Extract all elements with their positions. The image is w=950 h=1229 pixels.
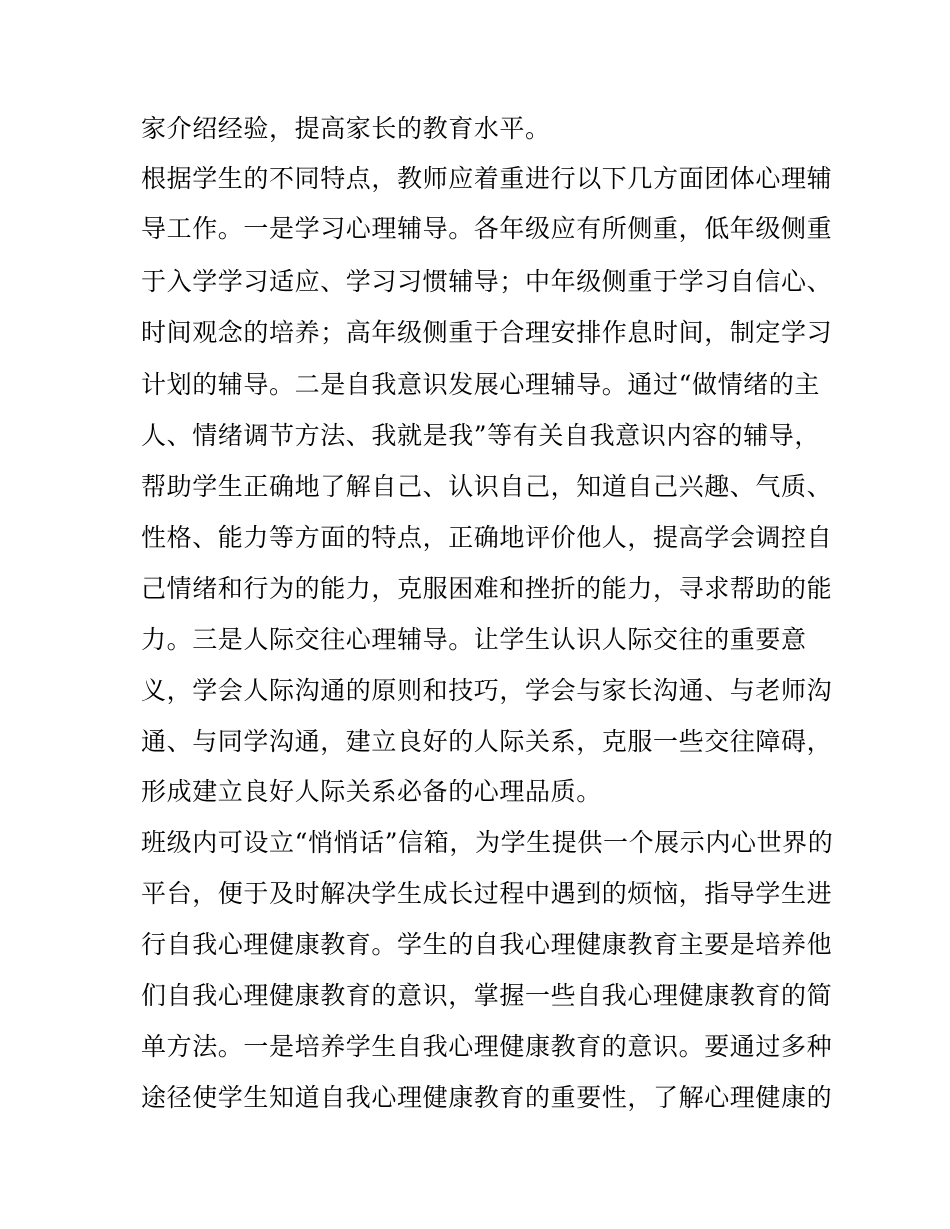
text-line: 行自我心理健康教育。学生的自我心理健康教育主要是培养他	[141, 930, 833, 959]
text-line: 力。三是人际交往心理辅导。让学生认识人际交往的重要意	[141, 625, 807, 654]
text-line: 义，学会人际沟通的原则和技巧，学会与家长沟通、与老师沟	[141, 676, 833, 705]
text-line: 根据学生的不同特点，教师应着重进行以下几方面团体心理辅	[141, 164, 833, 193]
text-line: 班级内可设立“悄悄话”信箱，为学生提供一个展示内心世界的	[141, 828, 834, 857]
text-line: 人、情绪调节方法、我就是我”等有关自我意识内容的辅导，	[141, 421, 820, 450]
text-line: 计划的辅导。二是自我意识发展心理辅导。通过“做情绪的主	[141, 370, 820, 399]
text-line: 平台，便于及时解决学生成长过程中遇到的烦恼，指导学生进	[141, 879, 833, 908]
text-line: 于入学学习适应、学习习惯辅导；中年级侧重于学习自信心、	[141, 267, 833, 296]
text-line: 途径使学生知道自我心理健康教育的重要性，了解心理健康的	[141, 1083, 833, 1112]
text-line: 帮助学生正确地了解自己、认识自己，知道自己兴趣、气质、	[141, 472, 833, 501]
text-line: 形成建立良好人际关系必备的心理品质。	[141, 777, 602, 806]
text-line: 导工作。一是学习心理辅导。各年级应有所侧重，低年级侧重	[141, 214, 833, 243]
text-line: 家介绍经验，提高家长的教育水平。	[141, 114, 551, 143]
text-line: 己情绪和行为的能力，克服困难和挫折的能力，寻求帮助的能	[141, 574, 833, 603]
text-line: 通、与同学沟通，建立良好的人际关系，克服一些交往障碍，	[141, 727, 833, 756]
text-line: 性格、能力等方面的特点，正确地评价他人，提高学会调控自	[141, 523, 833, 552]
text-line: 时间观念的培养；高年级侧重于合理安排作息时间，制定学习	[141, 318, 833, 347]
text-line: 单方法。一是培养学生自我心理健康教育的意识。要通过多种	[141, 1032, 833, 1061]
text-line: 们自我心理健康教育的意识，掌握一些自我心理健康教育的简	[141, 981, 833, 1010]
